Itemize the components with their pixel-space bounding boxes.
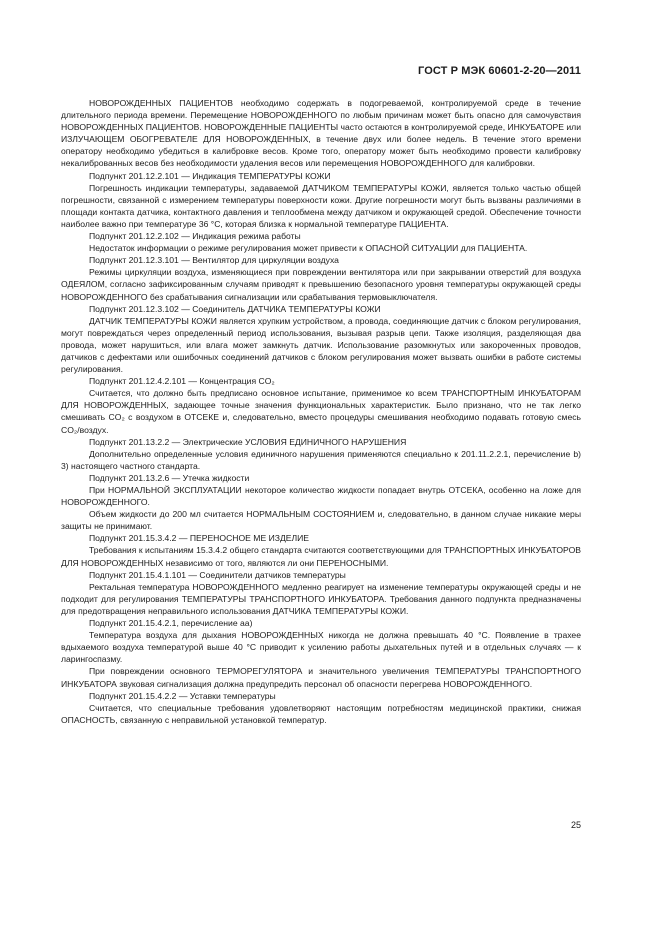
subclause-heading: Подпункт 201.15.4.2.2 — Уставки температуры — [89, 690, 276, 701]
paragraph: НОВОРОЖДЕННЫХ ПАЦИЕНТОВ необходимо содержать в подогреваемой, контролируемой среде в течение длительного периода времени. Перемещение НОВОРОЖДЕННОГО по любым причинам может быть опасно для самочувствия НОВОРОЖДЕННЫХ ПАЦИЕНТОВ. НОВОРОЖДЕННЫЕ ПАЦИЕНТЫ часто остаются в контролируемой среде, ИНКУБАТОРЕ или ИЗЛУЧАЮЩЕМ ОБОГРЕВАТЕЛЕ ДЛЯ НОВОРОЖДЕННЫХ, в течение двух или более недель. В течение этого времени оператору необходимо убедиться в калибровке весов. Кроме того, оператору может быть необходимо провести калибровку некалиброванных весов без необходимости удаления весов или перемещения НОВОРОЖДЕННОГО для калибровки. — [61, 98, 581, 169]
paragraph: Считается, что должно быть предписано основное испытание, применимое ко всем ТРАНСПОРТНЫМ ИНКУБАТОРАМ ДЛЯ НОВОРОЖДЕННЫХ, задающее точные значения функциональных характеристик. Было признано, что не так легко смешивать CO₂ с воздухом в ОТСЕКЕ и, следовательно, вместо процедуры смешивания необходимо подавать готовую смесь CO₂/воздух. — [61, 388, 581, 435]
paragraph: Погрешность индикации температуры, задаваемой ДАТЧИКОМ ТЕМПЕРАТУРЫ КОЖИ, является только частью общей погрешности, связанной с измерением температуры поверхности кожи. Другие погрешности могут быть вызваны различиями в площади контакта датчика, контактного давления и теплообмена между датчиком и окружающей средой. Обеспечение точности наиболее важно при температуре 36 °С, которая близка к нормальной температуре ПАЦИЕНТА. — [61, 182, 581, 229]
page-content — [61, 97, 581, 726]
paragraph: Температура воздуха для дыхания НОВОРОЖДЕННЫХ никогда не должна превышать 40 °С. Появление в трахее вдыхаемого воздуха температурой выше 40 °С приводит к усилению работы дыхательных путей и в отдельных случаях — к ларингоспазму. — [61, 630, 581, 665]
paragraph: ДАТЧИК ТЕМПЕРАТУРЫ КОЖИ является хрупким устройством, а провода, соединяющие датчик с блоком регулирования, могут повреждаться через определенный период использования, вызывая разрыв цепи. Также изоляция, разделяющая два провода, может нарушиться, или влага может замкнуть датчик. Использование разомкнутых или закороченных проводов, датчиков с дефектами или ошибочных соединений датчиков с блоком регулирования может вызвать ошибки в работе системы регулирования. — [61, 315, 581, 375]
subclause-heading: Подпункт 201.12.4.2.101 — Концентрация CO₂ — [89, 376, 275, 387]
document-header: ГОСТ Р МЭК 60601-2-20—2011 — [418, 65, 581, 77]
subclause-heading: Подпункт 201.13.2.2 — Электрические УСЛОВИЯ ЕДИНИЧНОГО НАРУШЕНИЯ — [89, 436, 407, 447]
paragraph: При повреждении основного ТЕРМОРЕГУЛЯТОРА и значительного увеличения ТЕМПЕРАТУРЫ ТРАНСПОРТНОГО ИНКУБАТОРА звуковая сигнализация должна предупредить персонал об опасности перегрева НОВОРОЖДЕННОГО. — [61, 666, 581, 689]
subclause-heading: Подпункт 201.12.2.102 — Индикация режима работы — [89, 231, 301, 242]
paragraph: Недостаток информации о режиме регулирования может привести к ОПАСНОЙ СИТУАЦИИ для ПАЦИЕНТА. — [89, 243, 528, 254]
subclause-heading: Подпункт 201.12.3.101 — Вентилятор для циркуляции воздуха — [89, 255, 339, 266]
subclause-heading: Подпункт 201.15.4.1.101 — Соединители датчиков температуры — [89, 569, 346, 580]
paragraph: Требования к испытаниям 15.3.4.2 общего стандарта считаются соответствующими для ТРАНСПОРТНЫХ ИНКУБАТОРОВ ДЛЯ НОВОРОЖДЕННЫХ независимо от того, являются ли они ПЕРЕНОСНЫМИ. — [61, 545, 581, 568]
paragraph: Объем жидкости до 200 мл считается НОРМАЛЬНЫМ СОСТОЯНИЕМ и, следовательно, в данном случае никакие меры защиты не принимают. — [61, 509, 581, 532]
paragraph: При НОРМАЛЬНОЙ ЭКСПЛУАТАЦИИ некоторое количество жидкости попадает внутрь ОТСЕКА, особенно на ложе для НОВОРОЖДЕННОГО. — [61, 485, 581, 508]
paragraph: Ректальная температура НОВОРОЖДЕННОГО медленно реагирует на изменение температуры окружающей среды и не подходит для регулирования ТЕМПЕРАТУРЫ ТРАНСПОРТНОГО ИНКУБАТОРА. Требования данного подпункта предназначены для предотвращения неправильного использования ДАТЧИКА ТЕМПЕРАТУРЫ КОЖИ. — [61, 581, 581, 616]
subclause-heading: Подпункт 201.15.3.4.2 — ПЕРЕНОСНОЕ МЕ ИЗДЕЛИЕ — [89, 533, 310, 544]
subclause-heading: Подпункт 201.12.3.102 — Соединитель ДАТЧИКА ТЕМПЕРАТУРЫ КОЖИ — [89, 303, 381, 314]
paragraph: Дополнительно определенные условия единичного нарушения применяются специально к 201.11.2.2.1, перечисление b) 3) настоящего частного стандарта. — [61, 448, 581, 471]
paragraph: Режимы циркуляции воздуха, изменяющиеся при повреждении вентилятора или при закрывании отверстий для воздуха ОДЕЯЛОМ, согласно зафиксированным случаям приводят к превышению безопасного уровня температуры окружающей среды НОВОРОЖДЕННОГО без срабатывания сигнализации или срабатывания термовыключателя. — [61, 267, 581, 302]
subclause-heading: Подпункт 201.12.2.101 — Индикация ТЕМПЕРАТУРЫ КОЖИ — [89, 170, 331, 181]
page-number: 25 — [570, 820, 581, 830]
paragraph: Считается, что специальные требования удовлетворяют настоящим потребностям медицинской практики, снижая ОПАСНОСТЬ, связанную с неправильной установкой температур. — [61, 702, 581, 725]
subclause-heading: Подпункт 201.13.2.6 — Утечка жидкости — [89, 472, 250, 483]
subclause-heading: Подпункт 201.15.4.2.1, перечисление аа) — [89, 618, 253, 629]
